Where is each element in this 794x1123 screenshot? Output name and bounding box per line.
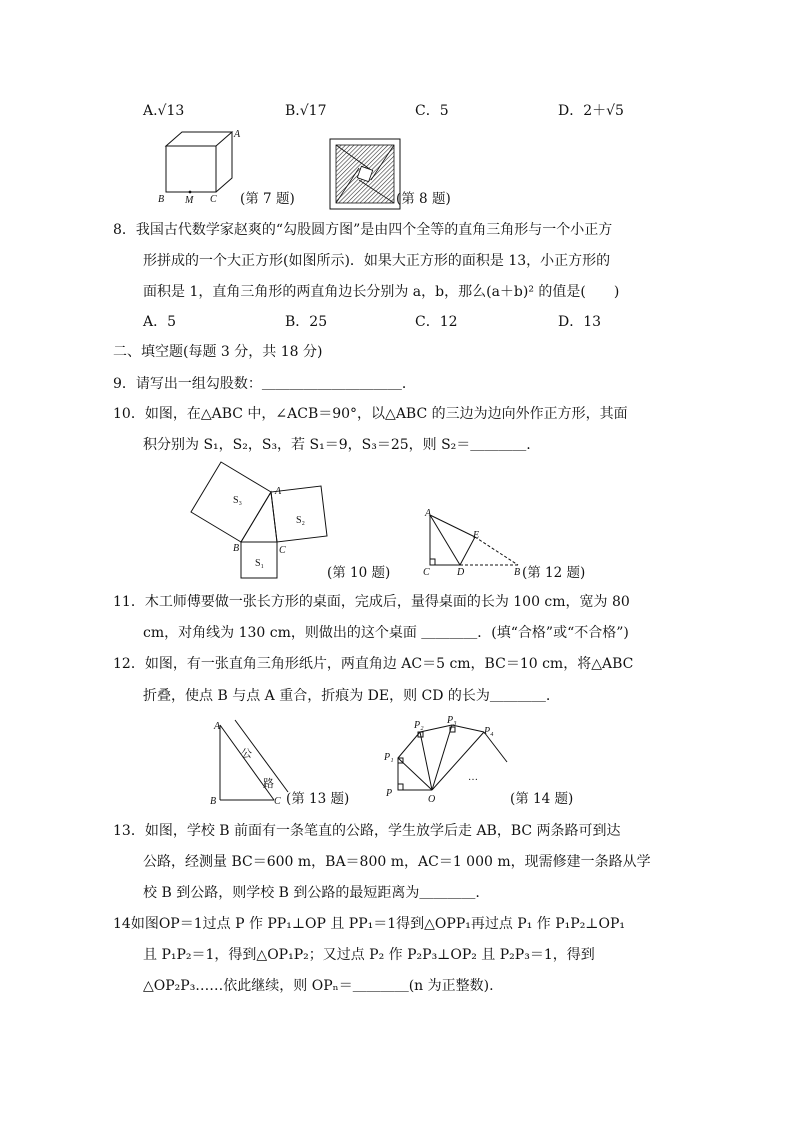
q10-label-a: A — [275, 486, 282, 497]
q14-label-ellipsis: … — [468, 772, 478, 783]
q10-label-s1: S₁ — [255, 558, 265, 569]
q14-label-p2: P₂ — [414, 720, 424, 731]
q8-option-d: D．13 — [558, 314, 602, 330]
q12-caption: (第 12 题) — [522, 565, 586, 581]
q13-line-1: 13．如图，学校 B 前面有一条笔直的公路，学生放学后走 AB，BC 两条路可到达 — [113, 823, 621, 839]
q13-line-2: 公路，经测量 BC＝600 m，BA＝800 m，AC＝1 000 m，现需修建一条路从学 — [143, 854, 651, 870]
section-heading-fill-in: 二、填空题(每题 3 分，共 18 分) — [113, 344, 323, 360]
q11-line-2: cm，对角线为 130 cm，则做出的这个桌面 ＿＿＿＿．(填“合格”或“不合格”) — [143, 625, 629, 641]
q14-label-p1: P₁ — [384, 752, 394, 763]
q13-road-figure — [208, 715, 298, 805]
q8-line-3: 面积是 1，直角三角形的两直角边长分别为 a，b，那么(a＋b)² 的值是( ) — [143, 284, 620, 300]
q12-label-a: A — [425, 508, 432, 519]
q12-label-d: D — [457, 567, 465, 578]
q8-hypotenuse-square-figure — [330, 139, 402, 211]
q14-label-p4: P₄ — [484, 726, 494, 737]
q9-text: 9．请写出一组勾股数：＿＿＿＿＿＿＿＿＿＿． — [113, 376, 416, 392]
q14-label-o: O — [428, 794, 436, 805]
q8-option-b: B．25 — [285, 314, 328, 330]
q8-line-2: 形拼成的一个大正方形(如图所示)．如果大正方形的面积是 13，小正方形的 — [143, 253, 611, 269]
q14-caption: (第 14 题) — [510, 791, 574, 807]
q7-cube-figure — [150, 128, 250, 206]
q7-label-m: M — [185, 195, 194, 206]
q7-option-a: A.√13 — [143, 103, 185, 119]
q11-line-1: 11．木工师傅要做一张长方形的桌面，完成后，量得桌面的长为 100 cm，宽为 80 — [113, 594, 630, 610]
q13-caption: (第 13 题) — [286, 791, 350, 807]
q13-label-road-1: 公 — [241, 748, 252, 760]
q10-squares-figure — [193, 478, 343, 578]
q10-line-1: 10．如图，在△ABC 中，∠ACB＝90°，以△ABC 的三边为边向外作正方形，其面 — [113, 406, 628, 422]
q8-option-a: A．5 — [143, 314, 177, 330]
q12-folded-triangle-figure — [420, 505, 530, 578]
q12-label-e: E — [473, 530, 480, 541]
q14-line-2: 且 P₁P₂＝1，得到△OP₁P₂；又过点 P₂ 作 P₂P₃⊥OP₂ 且 P₂P₃＝1，得到 — [143, 947, 595, 963]
q7-option-b: B.√17 — [285, 103, 327, 119]
q13-label-a: A — [214, 721, 221, 732]
q10-label-c: C — [279, 545, 286, 556]
q12-line-2: 折叠，使点 B 与点 A 重合，折痕为 DE，则 CD 的长为＿＿＿＿. — [143, 688, 551, 704]
q7-label-b: B — [158, 194, 165, 205]
q7-option-c: C．5 — [415, 103, 449, 119]
q14-spiral-figure — [380, 710, 520, 805]
q10-label-s2: S₂ — [296, 515, 306, 526]
q14-label-p: P — [386, 788, 393, 799]
q10-label-b: B — [233, 543, 240, 554]
q14-label-p3: P₃ — [447, 715, 457, 726]
q13-line-3: 校 B 到公路，则学校 B 到公路的最短距离为＿＿＿＿. — [143, 885, 480, 901]
q13-label-road-2: 路 — [263, 778, 274, 790]
q12-label-b: B — [514, 567, 521, 578]
q13-label-c: C — [274, 796, 281, 807]
q10-caption: (第 10 题) — [327, 565, 391, 581]
q8-caption: (第 8 题) — [396, 191, 451, 207]
q10-line-2: 积分别为 S₁，S₂，S₃，若 S₁＝9，S₃＝25，则 S₂＝＿＿＿＿. — [143, 437, 531, 453]
q14-line-3: △OP₂P₃……依此继续，则 OPₙ＝＿＿＿＿(n 为正整数). — [143, 978, 494, 994]
q13-label-b: B — [210, 796, 217, 807]
q7-caption: (第 7 题) — [240, 191, 295, 207]
q7-option-d: D．2＋√5 — [558, 103, 624, 119]
q8-line-1: 8．我国古代数学家赵爽的“勾股圆方图”是由四个全等的直角三角形与一个小正方 — [113, 222, 613, 238]
q8-option-c: C．12 — [415, 314, 458, 330]
q14-line-1: 14如图OP＝1过点 P 作 PP₁⊥OP 且 PP₁＝1得到△OPP₁再过点 P₁ 作 P₁P₂⊥OP₁ — [113, 916, 625, 932]
q12-line-1: 12．如图，有一张直角三角形纸片，两直角边 AC＝5 cm，BC＝10 cm，将△ABC — [113, 656, 634, 672]
q7-label-c: C — [210, 194, 217, 205]
q10-label-s3: S₃ — [233, 495, 243, 506]
q12-label-c: C — [423, 567, 430, 578]
q7-label-a: A — [234, 129, 241, 140]
